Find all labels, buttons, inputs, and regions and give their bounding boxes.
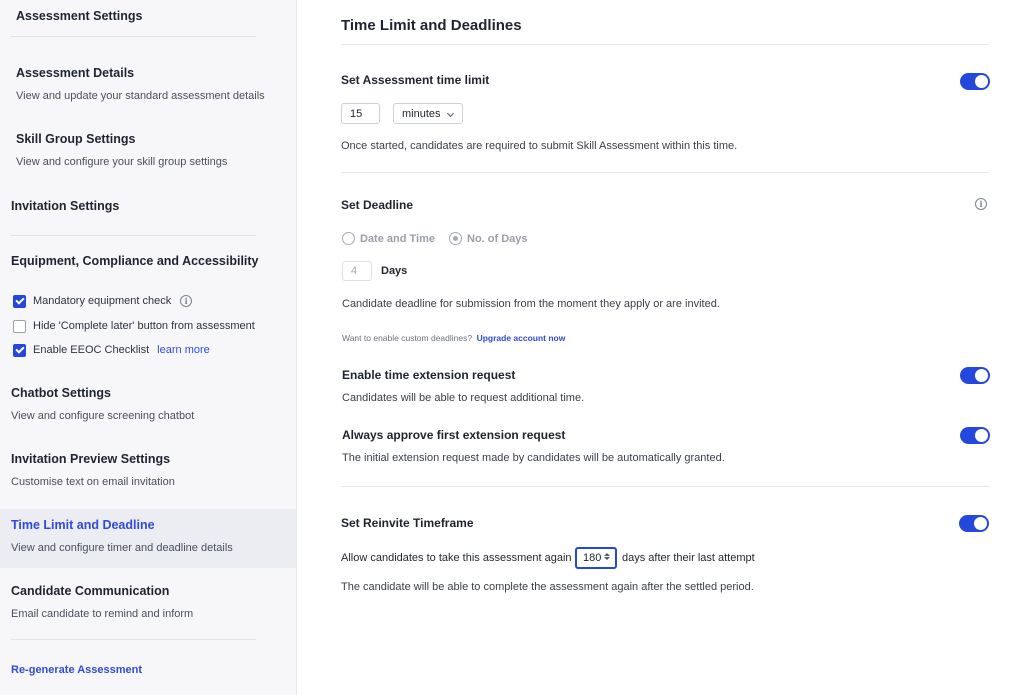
mandatory-equipment-checkbox[interactable] [13, 295, 26, 308]
title-divider [341, 44, 989, 45]
upgrade-prompt-text: Want to enable custom deadlines? [342, 333, 473, 343]
sidebar-item-invitation-preview[interactable]: Invitation Preview Settings [11, 452, 171, 466]
eeoc-checklist-checkbox[interactable] [13, 344, 26, 357]
hide-complete-later-checkbox[interactable] [13, 320, 26, 333]
deadline-days-label: Days [381, 265, 408, 277]
page-title: Time Limit and Deadlines [341, 17, 522, 34]
mandatory-equipment-label: Mandatory equipment check [33, 295, 172, 307]
deadline-option-date-time[interactable] [342, 232, 435, 245]
upgrade-prompt-row [342, 328, 565, 346]
sidebar-item-invitation[interactable]: Invitation Settings [11, 199, 120, 213]
section-divider [341, 172, 989, 173]
reinvite-title: Set Reinvite Timeframe [341, 516, 474, 530]
reinvite-prefix: Allow candidates to take this assessment again [341, 552, 572, 564]
extension-title: Enable time extension request [342, 368, 516, 382]
sidebar-divider [11, 639, 256, 640]
reinvite-toggle[interactable] [959, 515, 989, 532]
sidebar-item-chatbot[interactable]: Chatbot Settings [11, 386, 111, 400]
sidebar-divider [11, 235, 256, 236]
time-unit-select[interactable] [393, 103, 463, 124]
deadline-description: Candidate deadline for submission from the moment they apply or are invited. [342, 298, 720, 310]
reinvite-description: The candidate will be able to complete the assessment again after the settled period. [341, 581, 754, 593]
sidebar-item-skill-group[interactable]: Skill Group Settings [16, 132, 136, 146]
radio-date-time-label: Date and Time [360, 232, 435, 245]
auto-approve-title: Always approve first extension request [342, 428, 566, 442]
time-limit-toggle[interactable] [960, 73, 990, 90]
reinvite-days-value: 180 [583, 552, 602, 564]
deadline-title: Set Deadline [341, 198, 414, 212]
reinvite-days-stepper[interactable] [575, 547, 617, 569]
eeoc-checklist-label: Enable EEOC Checklist [33, 344, 150, 356]
sidebar-divider [11, 36, 256, 37]
reinvite-suffix: days after their last attempt [622, 552, 755, 564]
info-icon[interactable]: i [975, 198, 987, 210]
upgrade-account-link[interactable]: Upgrade account now [476, 333, 566, 343]
extension-toggle[interactable] [960, 367, 990, 384]
sidebar-item-assessment-details[interactable]: Assessment Details [16, 66, 135, 80]
time-limit-description: Once started, candidates are required to submit Skill Assessment within this time. [341, 140, 738, 152]
settings-sidebar [0, 0, 297, 695]
eeoc-checklist-row[interactable] [13, 343, 210, 357]
sidebar-item-equipment[interactable]: Equipment, Compliance and Accessibility [11, 254, 259, 268]
regenerate-assessment-link[interactable]: Re-generate Assessment [11, 664, 143, 676]
radio-date-time[interactable] [342, 232, 355, 245]
sidebar-item-assessment-details-desc: View and update your standard assessment details [16, 90, 265, 102]
auto-approve-toggle[interactable] [960, 427, 990, 444]
chevron-down-icon [447, 110, 454, 117]
sidebar-item-candidate-communication-desc: Email candidate to remind and inform [11, 608, 194, 620]
radio-no-of-days-label: No. of Days [467, 232, 528, 245]
sidebar-item-time-limit[interactable]: Time Limit and Deadline [11, 518, 155, 532]
sidebar-item-invitation-preview-desc: Customise text on email invitation [11, 476, 175, 488]
sidebar-item-candidate-communication[interactable]: Candidate Communication [11, 584, 170, 598]
time-limit-input[interactable]: 15 [341, 103, 380, 124]
stepper-arrows-icon[interactable] [604, 553, 610, 560]
auto-approve-description: The initial extension request made by candidates will be automatically granted. [342, 452, 725, 464]
section-divider [341, 486, 989, 487]
sidebar-title: Assessment Settings [16, 9, 143, 23]
radio-no-of-days[interactable] [449, 232, 462, 245]
hide-complete-later-row[interactable] [13, 319, 255, 333]
sidebar-item-skill-group-desc: View and configure your skill group settings [16, 156, 228, 168]
deadline-option-no-of-days[interactable] [449, 232, 528, 245]
sidebar-item-chatbot-desc: View and configure screening chatbot [11, 410, 195, 422]
sidebar-item-time-limit-desc: View and configure timer and deadline details [11, 542, 233, 554]
mandatory-equipment-check-row[interactable] [13, 294, 192, 308]
extension-description: Candidates will be able to request additional time. [342, 392, 585, 404]
time-unit-value: minutes [402, 107, 441, 120]
learn-more-link[interactable]: learn more [157, 344, 210, 356]
deadline-days-input[interactable]: 4 [342, 261, 372, 281]
time-limit-title: Set Assessment time limit [341, 73, 490, 87]
time-limit-panel [297, 0, 1024, 695]
hide-complete-later-label: Hide 'Complete later' button from assessment [33, 320, 255, 332]
info-icon[interactable]: i [180, 295, 192, 307]
